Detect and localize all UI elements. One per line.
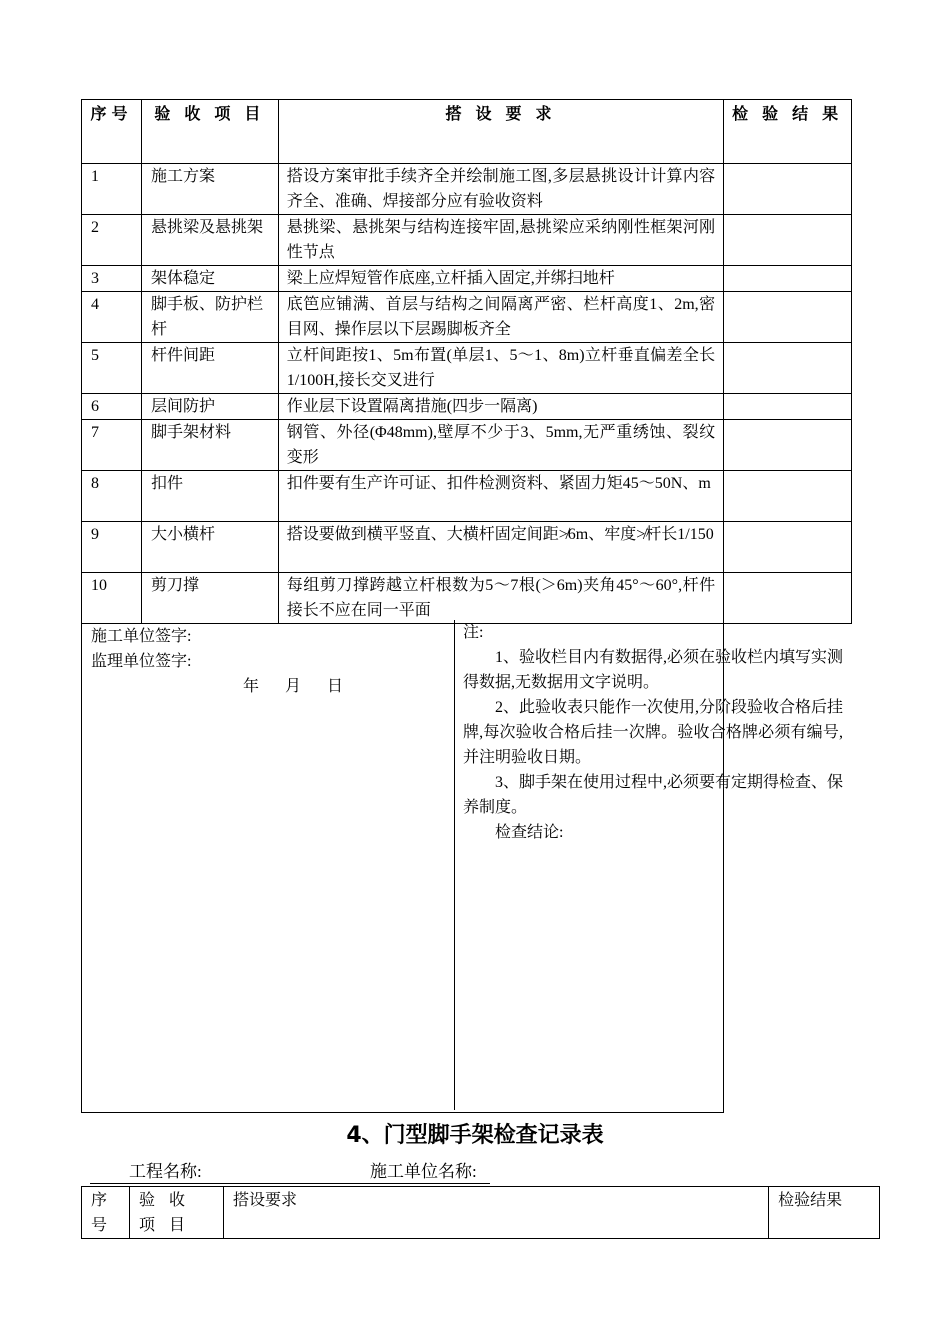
- row-requirement: 梁上应焊短管作底座,立杆插入固定,并绑扫地杆: [278, 266, 723, 292]
- row-item: 杆件间距: [141, 343, 278, 394]
- row-requirement: 每组剪刀撑跨越立杆根数为5～7根(＞6m)夹角45°～60°,杆件接长不应在同一平面: [278, 573, 723, 624]
- conclusion-label: 检查结论:: [495, 824, 564, 841]
- supervision-signature: 监理单位签字:: [91, 653, 192, 670]
- inspection-table-1: [81, 99, 852, 1113]
- row-no: 6: [82, 394, 142, 420]
- note-1: 1、验收栏目内有数据得,必须在验收栏内填写实测得数据,无数据用文字说明。: [463, 649, 844, 691]
- header-item: 验收项目: [129, 1187, 223, 1239]
- row-item: 脚手架材料: [141, 420, 278, 471]
- row-item: 脚手板、防护栏杆: [141, 292, 278, 343]
- row-result[interactable]: [724, 215, 852, 266]
- row-result[interactable]: [724, 471, 852, 522]
- header-result: 检 验 结 果: [724, 100, 852, 164]
- table-row: [82, 215, 852, 266]
- row-result[interactable]: [724, 292, 852, 343]
- table-row: [82, 394, 852, 420]
- row-requirement: 钢管、外径(Φ48mm),壁厚不少于3、5mm,无严重绣蚀、裂纹变形: [278, 420, 723, 471]
- notes-divider: [454, 620, 455, 1110]
- row-no: 3: [82, 266, 142, 292]
- row-no: 7: [82, 420, 142, 471]
- table-row: [82, 573, 852, 624]
- row-requirement: 搭设方案审批手续齐全并绘制施工图,多层悬挑设计计算内容齐全、准确、焊接部分应有验收资料: [278, 164, 723, 215]
- table-row: [82, 522, 852, 573]
- header-requirement: 搭设要求: [223, 1187, 768, 1239]
- row-result[interactable]: [724, 573, 852, 624]
- inspection-table-2: [81, 1186, 880, 1239]
- row-result[interactable]: [724, 164, 852, 215]
- row-result[interactable]: [724, 343, 852, 394]
- header-requirement: 搭 设 要 求: [278, 100, 723, 164]
- table-row: [82, 471, 852, 522]
- row-item: 悬挑梁及悬挑架: [141, 215, 278, 266]
- notes-label: 注:: [463, 624, 484, 641]
- project-line: [90, 1161, 490, 1184]
- notes-cell: [454, 620, 851, 845]
- row-requirement: 扣件要有生产许可证、扣件检测资料、紧固力矩45～50N、m: [278, 471, 723, 522]
- section-title: 4、门型脚手架检查记录表: [346, 1123, 604, 1148]
- table-header-row: [82, 100, 852, 164]
- note-2: 2、此验收表只能作一次使用,分阶段验收合格后挂牌,每次验收合格后挂一次牌。验收合格牌必须有编号,并注明验收日期。: [463, 699, 844, 766]
- row-item: 施工方案: [141, 164, 278, 215]
- table-row: [82, 420, 852, 471]
- header-no: 序号: [82, 1187, 130, 1239]
- row-requirement: 悬挑梁、悬挑架与结构连接牢固,悬挑梁应采纳刚性框架河刚性节点: [278, 215, 723, 266]
- row-no: 4: [82, 292, 142, 343]
- project-name-label: 工程名称:: [129, 1162, 202, 1181]
- row-requirement: 搭设要做到横平竖直、大横杆固定间距≯6m、牢度≯杆长1/150: [278, 522, 723, 573]
- row-no: 10: [82, 573, 142, 624]
- row-no: 1: [82, 164, 142, 215]
- row-item: 剪刀撑: [141, 573, 278, 624]
- header-result: 检验结果: [769, 1187, 880, 1239]
- row-item: 大小横杆: [141, 522, 278, 573]
- date-month: 月: [285, 678, 302, 695]
- table-row: [82, 266, 852, 292]
- header-no: 序号: [82, 100, 142, 164]
- row-no: 8: [82, 471, 142, 522]
- header-item: 验 收 项 目: [141, 100, 278, 164]
- note-3: 3、脚手架在使用过程中,必须要有定期得检查、保养制度。: [463, 774, 844, 816]
- row-item: 层间防护: [141, 394, 278, 420]
- date-day: 日: [327, 678, 344, 695]
- date-year: 年: [243, 678, 260, 695]
- row-no: 2: [82, 215, 142, 266]
- row-result[interactable]: [724, 420, 852, 471]
- row-requirement: 底笆应铺满、首层与结构之间隔离严密、栏杆高度1、2m,密目网、操作层以下层踢脚板齐全: [278, 292, 723, 343]
- table-header-row: [82, 1187, 880, 1239]
- table-row: [82, 164, 852, 215]
- table-row: [82, 292, 852, 343]
- row-no: 5: [82, 343, 142, 394]
- row-result[interactable]: [724, 522, 852, 573]
- row-item: 架体稳定: [141, 266, 278, 292]
- row-no: 9: [82, 522, 142, 573]
- row-item: 扣件: [141, 471, 278, 522]
- row-requirement: 立杆间距按1、5m布置(单层1、5～1、8m)立杆垂直偏差全长1/100H,接长交叉进行: [278, 343, 723, 394]
- construction-signature: 施工单位签字:: [91, 628, 192, 645]
- contractor-name-label: 施工单位名称:: [370, 1162, 477, 1181]
- row-result[interactable]: [724, 266, 852, 292]
- table-row: [82, 343, 852, 394]
- row-requirement: 作业层下设置隔离措施(四步一隔离): [278, 394, 723, 420]
- row-result[interactable]: [724, 394, 852, 420]
